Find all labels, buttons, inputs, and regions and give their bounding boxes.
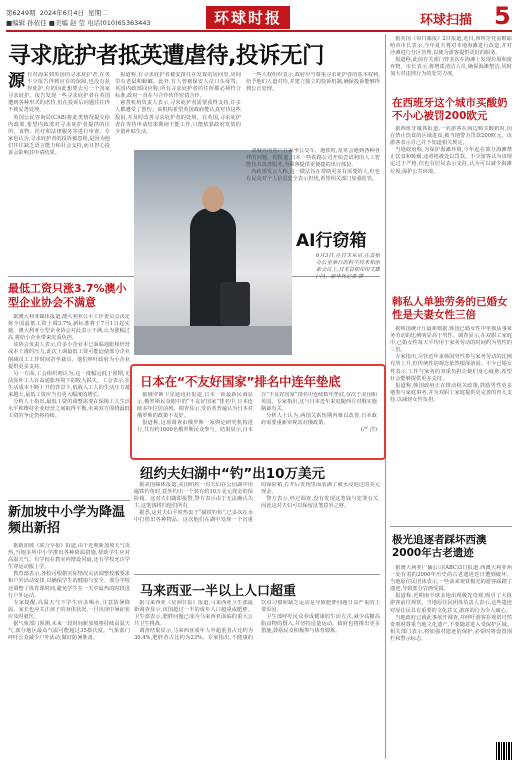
aurora-article [390, 565, 512, 759]
wage-para-3: 另一方面,工会组织则认为,这一涨幅远低于预期,无法弥补工人在高通胀环境下的收入损失。工会表示,在生活成本不断上升的背景下,低收入工人的生活压力越来越大,最低工资应当有更大幅度的增长。 [8, 370, 130, 399]
school-para-3: 专家提醒,高温天气下学生应多喝水,注意防暑降温。家长也应关注孩子的身体状况,一旦出现中暑症状应及时就医。 [8, 599, 130, 620]
malaysia-para-3: 卫生部呼吁民众养成健康的生活方式,减少高糖高脂食物的摄入,并坚持适量运动。政府也将推出更多措施,鼓励民众积极参与体育锻炼。 [261, 614, 380, 635]
school-para-2: 教育部表示,各校可根据实际情况灵活调整校服要求和户外活动安排,以确保学生的健康与安全。部分学校还调整了体育课时间,避免学生在一天中最热的时段进行户外运动。 [8, 571, 130, 599]
malaysia-headline: 马来西亚一半以上人口超重 [140, 584, 297, 599]
right-top-article [390, 36, 512, 94]
aurora-para-3: 当地政府已就此事展开调查,并呼吁游客在观赏自然奇观时尊重当地文化遗产,不要随意进入受保护区域。相关部门表示,将加强对遗迹的保护,必要时将设置围栏和警示标志。 [390, 614, 512, 642]
lead-para-2: 英国公民咨询局(CAB)将此类情况提交给内政部,希望内政部对寻求庇护者提供的住所、食物、医疗和法律服务等进行审查。专家也认为,寻求庇护者的投诉被忽视,是因为他们往往缺乏语言能力和社会支持,而且担心投诉会影响其申请结果。 [8, 114, 110, 157]
malaysia-para-1: 据马来西亚《星洲日报》报道,马来西亚卫生部最新调查显示,该国超过一半的成年人口超重或肥胖。卫生部表示,肥胖问题已成为马来西亚面临的重大公共卫生挑战。 [134, 600, 253, 628]
lead-dropcap: 源 [8, 72, 25, 91]
aurora-headline: 极光追逐者踩坏西澳2000年古老遗迹 [392, 534, 487, 559]
korea-article [390, 326, 512, 522]
lead-para-4: 慈善机构负责人表示,寻求庇护者需要获得支持,许多人都遭受了创伤。该机构希望英国政府能认真对待这些投诉,并及时改善寻求庇护者的处境。在英国,寻求庇护者在等待申请结果期间不能工作,只能依靠政府发放的少量补贴生活。 [115, 100, 241, 135]
school-article [8, 543, 130, 761]
korea-headline: 韩私人单独劳务的已婚女性是夫妻女性三倍 [392, 296, 508, 321]
page-number: 5 [494, 2, 511, 30]
photo-suitcase [220, 282, 250, 326]
school-para-1: 据新加坡《联合早报》报道,由于近期新加坡天气炎热,当地多所中小学推出各种降温措施,帮助学生应对高温天气。有学校在教室内增设风扇,还有学校允许学生穿运动服上学。 [8, 543, 130, 571]
malaysia-article [134, 600, 380, 758]
nyc-headline: 纽约夫妇湖中“钓”出10万美元 [140, 466, 326, 482]
wage-headline: 最低工资只涨3.7%澳小型企业协会不满意 [8, 282, 127, 309]
lead-article-col3 [246, 72, 380, 144]
lead-headline: 寻求庇护者抵英遭虐待,投诉无门 [8, 43, 325, 69]
aurora-para-2: 报道称,近期南半球多地出现极光奇观,吸引了大批游客前往观赏。当地原住民团体负责人表示,这些遗迹对原住民具有重要的文化意义,游客的行为令人痛心。 [390, 593, 512, 614]
ai-para-1: 双城外的客户在乘坐公交车、地铁时,常常会遇到各种各样的问题。据报道,日本一些铁路公司开始尝试利用人工智能技术改善服务,为乘客提供更便捷的出行体验。 [246, 148, 380, 169]
editors-line: ■编辑 孙依佳 ■美编 赵 莹 电话(010)65363443 [6, 19, 151, 27]
right-divider-2 [390, 526, 512, 527]
featured-para-3: 分析人士认为,两国关系短期内难以改善,日本政府需要重新审视其对俄政策。 [261, 413, 377, 427]
yogurt-para-1: 据西班牙媒体报道,一名游客在海边购买酸奶时,因在禁止饮食的区域进食,被当地警方罚款200欧元。该游客表示自己并不知道相关规定。 [390, 126, 512, 147]
school-para-4: 据气象部门预测,未来一段时间新加坡将持续高温天气,部分地区最高气温可能超过35摄氏度。气象部门呼吁公众减少户外活动,做好防暑准备。 [8, 621, 130, 642]
malaysia-para-2: 调查结果显示,马来西亚成年人中超重者占比约为30.4%,肥胖者占比约为23%。专家指出,不健康的饮食习惯和缺乏运动是导致肥胖问题日益严重的主要原因。 [134, 600, 380, 642]
nyc-para-3: 警方表示,经过调查,没有发现这笔钱与犯罪有关,因此这对夫妇可以保留这笔意外之财。 [261, 496, 380, 510]
featured-byline: (严 洋) [360, 427, 377, 434]
school-top-rule [8, 500, 130, 501]
nyc-article [134, 482, 380, 568]
nyc-para-1: 据美国媒体报道,美国纽约一对夫妇在公园湖中用磁铁钓鱼时,意外钓出一个装有约10万美元现金的保险箱。这对夫妇随即报警,警方表示由于无法确认失主,这笔钱将归他们所有。 [134, 482, 253, 510]
issue-weekday: 星期二 [88, 9, 108, 17]
school-headline: 新加坡中小学为降温频出新招 [8, 505, 126, 536]
korea-para-3: 报道称,韩国政府正在推动相关政策,鼓励男性更多地参与家庭事务,并为双职工家庭提供更完善的育儿支持,以减轻女性负担。 [390, 382, 512, 403]
yogurt-para-2: 当地政府称,为保护海滩环境,今年起在部分海滩禁止饮食和吸烟,违者将被处以罚款。不少游客认为该规定过于严格,但也有居民表示支持,认为可以减少海滩垃圾,保护公共环境。 [390, 147, 512, 175]
lead-para-5: 一些人权组织表示,政府应当尊重寻求庇护者的基本权利,给予他们人道对待,并建立独立的投诉机制,确保投诉能够得到公正处理。 [246, 72, 380, 93]
newspaper-logo: 环球时报 [206, 6, 290, 29]
issue-date: 2024年6月4日 [39, 9, 85, 17]
lead-para-3: 报道称,有寻求庇护者被安排住在发霉的房间里,房间里有老鼠和蟑螂。此外,有人曾被保安人员口头辱骂。英国内政部回应称,所有寻求庇护者的住所都必须符合标准,政府一直在与合作伙伴密切合作。 [115, 72, 241, 100]
ai-para-2: 内政部发言人称,这一做法旨在帮助更多有需要的人,但也有民众对个人信息安全表示担忧,希望相关部门加强监管。 [246, 169, 380, 183]
nyc-para-2: 据悉,这对夫妇平时热衷于“磁铁钓鱼”,已多次在水中打捞出各种物品。这次他们在湖中发现一个沉重的保险箱,打开后发现里面装满了被水浸泡过的美元现金。 [134, 482, 380, 524]
photo-floor [134, 326, 292, 355]
featured-para-2: 报道称,这项调查由俄罗斯一家舆论研究机构进行,共有约1600名俄罗斯民众参与。结果显示,日本在“不友好国家”排名中连续数年垫底,仅次于美国和英国。专家指出,这与日本近年来追随西方对俄实施制裁有关。 [137, 392, 377, 434]
issue-number: 第6249期 [6, 9, 36, 17]
issue-line [6, 8, 108, 17]
ai-headline: AI行窃箱 [296, 231, 367, 251]
lead-article [8, 72, 110, 272]
lead-para-1: 自对海来到英国的寻求庇护者,在英不少报告得到应有的保障,也没有获得庇护,有的因此想要去另一个国家寻求庇护。报告发现一些寻求庇护者在英国遭到各种形式的虐待,但在投诉后问题往往得不到妥善处理。 [8, 72, 110, 114]
yogurt-article [390, 126, 512, 292]
wage-para-2: 该协会负责人表示,许多小企业本已面临通胀和经营成本上涨的压力,此次上调最低工资可能迫使部分企业削减员工工作时间甚至裁员。他们呼吁政府为小企业提供更多支持。 [8, 342, 130, 370]
malaysia-top-rule [134, 574, 380, 575]
ai-caption: 6月3日,在日本东京,在首相办公室举行的科学技术和创新会议上,日本首相岸田文雄(中)。新华社记者 摄 [316, 253, 380, 281]
featured-para-1: 据俄罗斯卫星通讯社报道,日本一项最新民调显示,俄罗斯民众眼中的“不友好国家”排名中,日本连续多年位居前列。调查显示,受访者普遍认为日本对俄罗斯的政策不友好。 [137, 392, 253, 420]
wage-para-1: 据澳大利亚媒体报道,澳大利亚公平工作委员会决定将全国最低工资上调3.7%,新标准将于7月1日起实施。澳大利亚小型企业协会对此表示不满,认为涨幅过高,将给小企业带来沉重负担。 [8, 314, 130, 342]
right-top-para-1: 据英国《每日邮报》2日报道,近日,西班牙托雷维耶哈市市长表示,今年夏天将对本地海滩进行改造,并对沙滩进行分区管理,以便为游客提供更好的服务。 [390, 36, 512, 57]
ai-article [246, 148, 380, 222]
korea-para-1: 据韩国统计厅最新数据,韩国已婚女性中单独从事家务劳动的比例明显高于男性。调查显示,在双职工家庭中,已婚女性每天平均用于家务劳动的时间约为男性的三倍。 [390, 326, 512, 354]
photo-person-head [202, 186, 224, 212]
right-top-para-2: 报道称,此前有关部门曾多次在海滩上发现垃圾和废弃物。市长表示,将增派清洁人员,确保海滩整洁,同时加大对违规行为的处罚力度。 [390, 57, 512, 78]
aurora-para-1: 据澳大利亚广播公司(ABC)3日报道,西澳大利亚州一处有着约2000年历史的古老遗迹近日遭到破坏。当地原住民团体表示,一些前来观赏极光的游客踩踏了遗迹,导致部分岩画受损。 [390, 565, 512, 593]
wage-para-4: 分析人士指出,最低工资的调整需要在保障工人生活水平和维持企业经营之间取得平衡,未来双方围绕最低工资的争论仍将持续。 [8, 399, 130, 420]
yogurt-headline: 在西班牙这个城市买酸奶不小心被罚200欧元 [392, 97, 508, 122]
section-name: 环球扫描 [420, 13, 473, 28]
featured-article [137, 392, 377, 452]
wage-article [8, 314, 130, 496]
featured-headline: 日本在“不友好国家”排名中连年垫底 [140, 374, 341, 389]
barcode-graphic [496, 742, 512, 760]
korea-para-2: 专家指出,尽管近年来韩国男性参与家务劳动的比例有所上升,但传统性别观念依然根深蒂固。不少已婚女性表示,工作与家务的双重负担让她们身心疲惫,希望社会能够提供更多支持。 [390, 354, 512, 382]
masthead-rule [6, 30, 512, 32]
